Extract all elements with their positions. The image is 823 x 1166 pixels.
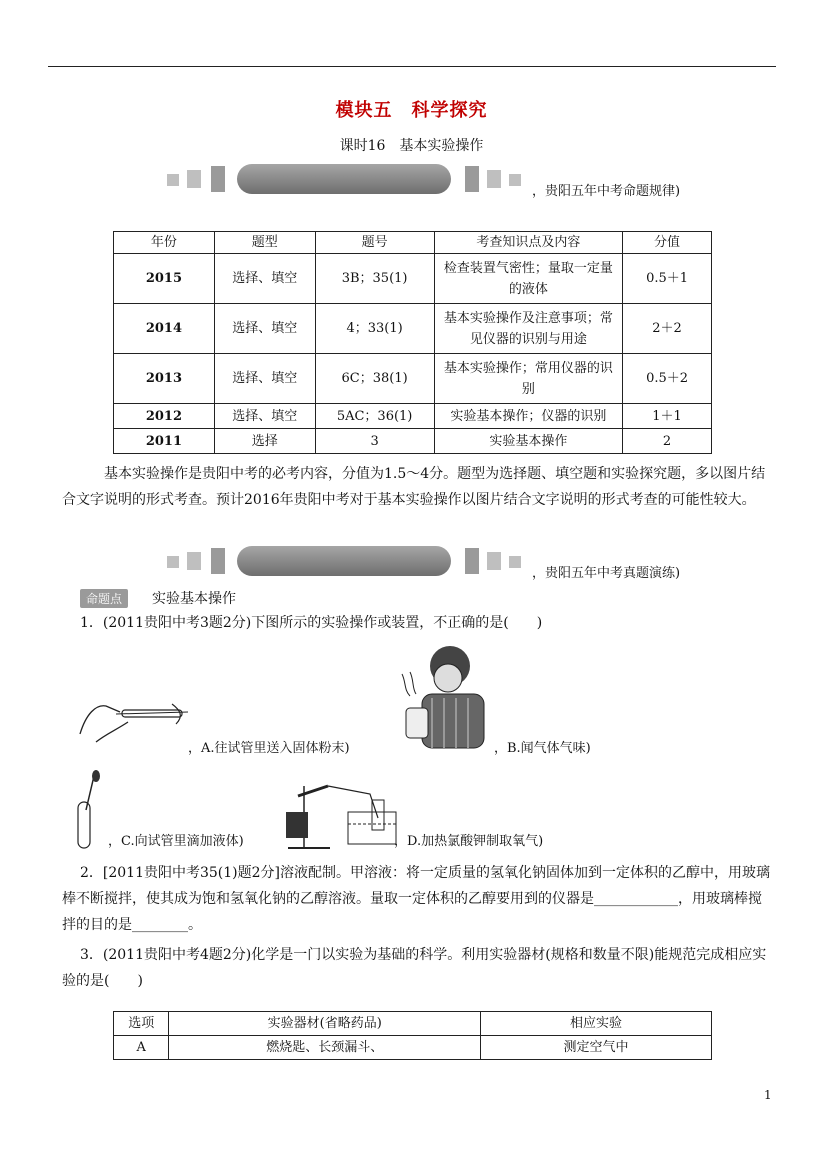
cell-content: 基本实验操作；常用仪器的识别 bbox=[434, 354, 623, 404]
section-banner-1 bbox=[165, 162, 525, 196]
table-row bbox=[114, 354, 712, 404]
header-year: 年份 bbox=[114, 232, 215, 254]
cell-year: 2012 bbox=[114, 404, 215, 429]
section-banner-2 bbox=[165, 544, 525, 578]
table-row bbox=[114, 429, 712, 454]
header-number: 题号 bbox=[315, 232, 434, 254]
cell-year: 2011 bbox=[114, 429, 215, 454]
figure-b-smell-gas-illustration bbox=[392, 644, 492, 750]
cell-type: 选择、填空 bbox=[214, 354, 315, 404]
cell-content: 实验基本操作；仪器的识别 bbox=[434, 404, 623, 429]
cell-number: 6C；38(1) bbox=[315, 354, 434, 404]
cell-equipment: 燃烧匙、长颈漏斗、 bbox=[169, 1036, 481, 1060]
cell-type: 选择、填空 bbox=[214, 404, 315, 429]
table-row bbox=[114, 304, 712, 354]
header-content: 考查知识点及内容 bbox=[434, 232, 623, 254]
cell-score: 0.5＋2 bbox=[623, 354, 712, 404]
option-a-caption: ，A.往试管里送入固体粉末) bbox=[188, 741, 350, 756]
header-option: 选项 bbox=[114, 1012, 169, 1036]
cell-experiment: 测定空气中 bbox=[481, 1036, 712, 1060]
option-d-caption: ，D.加热氯酸钾制取氧气) bbox=[394, 834, 544, 849]
module-title: 模块五 科学探究 bbox=[335, 100, 488, 121]
option-b-caption: ，B.闻气体气味) bbox=[494, 741, 591, 756]
cell-option: A bbox=[114, 1036, 169, 1060]
lesson-title: 课时16 基本实验操作 bbox=[339, 138, 484, 154]
top-rule bbox=[48, 66, 776, 67]
cell-year: 2015 bbox=[114, 254, 215, 304]
equipment-table bbox=[113, 1011, 712, 1060]
cell-content: 检查装置气密性；量取一定量的液体 bbox=[434, 254, 623, 304]
question-2: 2．[2011贵阳中考35(1)题2分]溶液配制。甲溶液：将一定质量的氢氧化钠固体加到一定体积的乙醇中，用玻璃棒不断搅拌，使其成为饱和氢氧化钠的乙醇溶液。量取一定体积的乙醇要用到的仪器是____________，用玻璃棒搅拌的目的是________。 bbox=[62, 865, 771, 933]
cell-type: 选择、填空 bbox=[214, 254, 315, 304]
table-header-row bbox=[114, 1012, 712, 1036]
page-number: 1 bbox=[764, 1088, 772, 1102]
header-equipment: 实验器材(省略药品) bbox=[169, 1012, 481, 1036]
cell-number: 3 bbox=[315, 429, 434, 454]
cell-number: 4；33(1) bbox=[315, 304, 434, 354]
table-header-row bbox=[114, 232, 712, 254]
banner-2-label: ，贵阳五年中考真题演练) bbox=[532, 566, 681, 581]
cell-year: 2013 bbox=[114, 354, 215, 404]
header-type: 题型 bbox=[214, 232, 315, 254]
cell-number: 3B；35(1) bbox=[315, 254, 434, 304]
intro-paragraph: 基本实验操作是贵阳中考的必考内容，分值为1.5～4分。题型为选择题、填空题和实验探究题，多以图片结合文字说明的形式考查。预计2016年贵阳中考对于基本实验操作以图片结合文字说明的形式考查的可能性较大。 bbox=[62, 466, 766, 508]
question-3: 3．(2011贵阳中考4题2分)化学是一门以实验为基础的科学。利用实验器材(规格和数量不限)能规范完成相应实验的是( ) bbox=[62, 947, 767, 989]
banner-1-label: ，贵阳五年中考命题规律) bbox=[532, 184, 681, 199]
cell-year: 2014 bbox=[114, 304, 215, 354]
table-row bbox=[114, 254, 712, 304]
header-experiment: 相应实验 bbox=[481, 1012, 712, 1036]
cell-type: 选择、填空 bbox=[214, 304, 315, 354]
section-title: 实验基本操作 bbox=[152, 591, 236, 607]
cell-type: 选择 bbox=[214, 429, 315, 454]
header-score: 分值 bbox=[623, 232, 712, 254]
table-row bbox=[114, 1036, 712, 1060]
option-c-caption: ，C.向试管里滴加液体) bbox=[108, 834, 244, 849]
cell-score: 2＋2 bbox=[623, 304, 712, 354]
figure-a-powder-illustration bbox=[76, 694, 192, 750]
question-1: 1．(2011贵阳中考3题2分)下图所示的实验操作或装置，不正确的是( ) bbox=[80, 615, 543, 631]
cell-content: 实验基本操作 bbox=[434, 429, 623, 454]
cell-score: 2 bbox=[623, 429, 712, 454]
cell-content: 基本实验操作及注意事项；常见仪器的识别与用途 bbox=[434, 304, 623, 354]
exam-pattern-table bbox=[113, 231, 712, 454]
cell-score: 1＋1 bbox=[623, 404, 712, 429]
figure-d-heating-apparatus-illustration bbox=[282, 778, 398, 852]
section-tag: 命题点 bbox=[80, 589, 128, 608]
cell-number: 5AC；36(1) bbox=[315, 404, 434, 429]
cell-score: 0.5＋1 bbox=[623, 254, 712, 304]
table-row bbox=[114, 404, 712, 429]
